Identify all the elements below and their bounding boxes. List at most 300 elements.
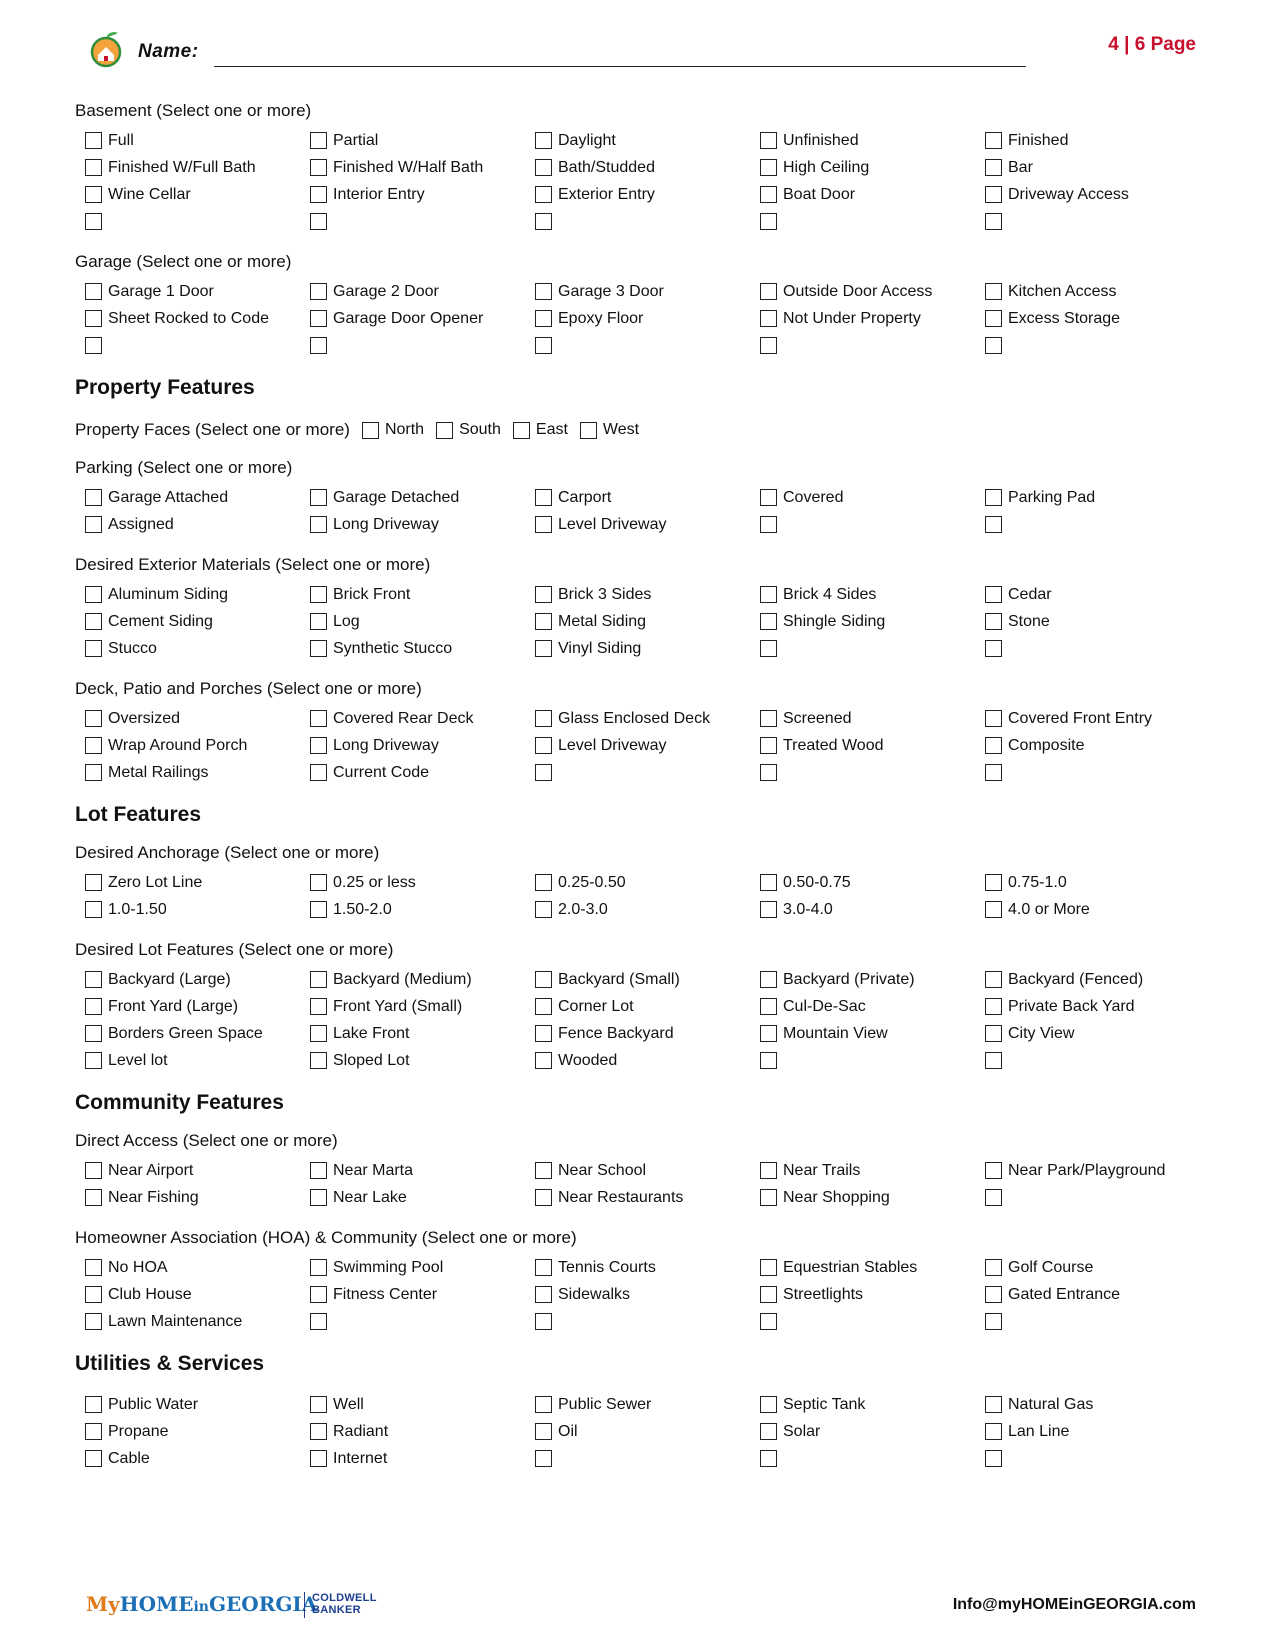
checkbox[interactable] xyxy=(535,1259,552,1276)
checkbox[interactable] xyxy=(85,132,102,149)
checkbox[interactable] xyxy=(760,1052,777,1069)
checkbox[interactable] xyxy=(85,874,102,891)
checkbox-item[interactable] xyxy=(85,1157,310,1184)
checkbox[interactable] xyxy=(985,998,1002,1015)
checkbox[interactable] xyxy=(535,1313,552,1330)
checkbox[interactable] xyxy=(85,998,102,1015)
checkbox-item[interactable] xyxy=(760,869,985,896)
checkbox-item[interactable] xyxy=(85,1308,310,1335)
checkbox-item[interactable] xyxy=(310,332,535,359)
checkbox-item[interactable] xyxy=(760,635,985,662)
checkbox[interactable] xyxy=(760,764,777,781)
checkbox-item[interactable] xyxy=(760,581,985,608)
checkbox[interactable] xyxy=(760,1423,777,1440)
checkbox-item[interactable] xyxy=(535,608,760,635)
checkbox[interactable] xyxy=(535,1025,552,1042)
checkbox[interactable] xyxy=(310,1286,327,1303)
checkbox[interactable] xyxy=(85,1423,102,1440)
checkbox-item[interactable] xyxy=(985,1391,1215,1418)
checkbox-item[interactable] xyxy=(760,208,985,235)
checkbox[interactable] xyxy=(985,1162,1002,1179)
checkbox-item[interactable] xyxy=(85,608,310,635)
checkbox-item[interactable] xyxy=(535,1445,760,1472)
checkbox-item[interactable] xyxy=(310,1254,535,1281)
checkbox-item[interactable] xyxy=(985,635,1215,662)
checkbox[interactable] xyxy=(760,613,777,630)
checkbox-item[interactable] xyxy=(85,1281,310,1308)
checkbox-item[interactable] xyxy=(760,154,985,181)
checkbox[interactable] xyxy=(85,737,102,754)
checkbox-item[interactable] xyxy=(535,305,760,332)
checkbox-item[interactable] xyxy=(535,181,760,208)
checkbox-item[interactable] xyxy=(85,181,310,208)
checkbox[interactable] xyxy=(985,971,1002,988)
checkbox[interactable] xyxy=(535,1189,552,1206)
checkbox-item[interactable] xyxy=(310,1308,535,1335)
checkbox-item[interactable] xyxy=(985,484,1215,511)
checkbox[interactable] xyxy=(85,516,102,533)
checkbox-item[interactable] xyxy=(535,278,760,305)
checkbox[interactable] xyxy=(310,516,327,533)
checkbox[interactable] xyxy=(85,186,102,203)
checkbox-item[interactable] xyxy=(310,127,535,154)
checkbox-item[interactable] xyxy=(85,305,310,332)
checkbox[interactable] xyxy=(310,737,327,754)
checkbox-item[interactable] xyxy=(760,1308,985,1335)
checkbox[interactable] xyxy=(985,1313,1002,1330)
checkbox[interactable] xyxy=(760,337,777,354)
checkbox-item[interactable] xyxy=(985,332,1215,359)
checkbox[interactable] xyxy=(310,613,327,630)
checkbox-item[interactable] xyxy=(310,1445,535,1472)
checkbox[interactable] xyxy=(310,874,327,891)
checkbox-item[interactable] xyxy=(535,705,760,732)
direction-option[interactable] xyxy=(580,421,639,439)
checkbox-item[interactable] xyxy=(535,1308,760,1335)
checkbox-item[interactable] xyxy=(310,278,535,305)
checkbox-item[interactable] xyxy=(85,484,310,511)
checkbox-item[interactable] xyxy=(535,1254,760,1281)
checkbox-item[interactable] xyxy=(985,705,1215,732)
checkbox-item[interactable] xyxy=(985,869,1215,896)
checkbox[interactable] xyxy=(310,1423,327,1440)
checkbox[interactable] xyxy=(535,586,552,603)
checkbox[interactable] xyxy=(310,132,327,149)
checkbox-item[interactable] xyxy=(310,993,535,1020)
checkbox-item[interactable] xyxy=(985,1445,1215,1472)
checkbox-item[interactable] xyxy=(310,154,535,181)
checkbox[interactable] xyxy=(85,1450,102,1467)
checkbox-item[interactable] xyxy=(310,705,535,732)
checkbox[interactable] xyxy=(535,337,552,354)
checkbox-item[interactable] xyxy=(310,1391,535,1418)
checkbox-item[interactable] xyxy=(760,1020,985,1047)
checkbox[interactable] xyxy=(310,1450,327,1467)
checkbox-item[interactable] xyxy=(985,1308,1215,1335)
checkbox[interactable] xyxy=(85,213,102,230)
checkbox[interactable] xyxy=(760,640,777,657)
checkbox[interactable] xyxy=(85,586,102,603)
checkbox-item[interactable] xyxy=(535,484,760,511)
checkbox-item[interactable] xyxy=(310,1418,535,1445)
checkbox[interactable] xyxy=(760,874,777,891)
checkbox[interactable] xyxy=(85,310,102,327)
checkbox[interactable] xyxy=(85,764,102,781)
checkbox[interactable] xyxy=(535,213,552,230)
direction-option[interactable] xyxy=(436,421,501,439)
checkbox[interactable] xyxy=(985,489,1002,506)
checkbox-item[interactable] xyxy=(985,181,1215,208)
checkbox-item[interactable] xyxy=(985,278,1215,305)
checkbox[interactable] xyxy=(760,1450,777,1467)
checkbox[interactable] xyxy=(760,159,777,176)
checkbox[interactable] xyxy=(513,422,530,439)
checkbox[interactable] xyxy=(985,1259,1002,1276)
checkbox-item[interactable] xyxy=(85,896,310,923)
checkbox[interactable] xyxy=(310,1189,327,1206)
checkbox[interactable] xyxy=(310,213,327,230)
checkbox[interactable] xyxy=(85,1286,102,1303)
checkbox-item[interactable] xyxy=(535,154,760,181)
checkbox-item[interactable] xyxy=(85,581,310,608)
checkbox-item[interactable] xyxy=(985,154,1215,181)
checkbox-item[interactable] xyxy=(535,1184,760,1211)
checkbox[interactable] xyxy=(580,422,597,439)
checkbox-item[interactable] xyxy=(310,305,535,332)
checkbox-item[interactable] xyxy=(760,278,985,305)
checkbox-item[interactable] xyxy=(85,1020,310,1047)
checkbox[interactable] xyxy=(310,283,327,300)
checkbox[interactable] xyxy=(535,159,552,176)
checkbox[interactable] xyxy=(985,901,1002,918)
checkbox[interactable] xyxy=(985,1189,1002,1206)
checkbox[interactable] xyxy=(535,186,552,203)
checkbox[interactable] xyxy=(760,213,777,230)
checkbox-item[interactable] xyxy=(985,1254,1215,1281)
checkbox[interactable] xyxy=(760,186,777,203)
checkbox-item[interactable] xyxy=(85,993,310,1020)
checkbox-item[interactable] xyxy=(535,511,760,538)
checkbox-item[interactable] xyxy=(760,993,985,1020)
checkbox[interactable] xyxy=(985,1286,1002,1303)
checkbox-item[interactable] xyxy=(760,1047,985,1074)
checkbox-item[interactable] xyxy=(760,1157,985,1184)
checkbox-item[interactable] xyxy=(310,181,535,208)
checkbox-item[interactable] xyxy=(760,759,985,786)
checkbox[interactable] xyxy=(535,489,552,506)
checkbox-item[interactable] xyxy=(535,993,760,1020)
checkbox[interactable] xyxy=(985,159,1002,176)
checkbox[interactable] xyxy=(760,710,777,727)
checkbox-item[interactable] xyxy=(535,1047,760,1074)
checkbox[interactable] xyxy=(985,874,1002,891)
group-title: Desired Exterior Materials (Select one or more) xyxy=(75,555,431,574)
checkbox[interactable] xyxy=(310,1025,327,1042)
checkbox[interactable] xyxy=(760,132,777,149)
checkbox-item[interactable] xyxy=(985,581,1215,608)
checkbox[interactable] xyxy=(535,710,552,727)
checkbox-item[interactable] xyxy=(985,1047,1215,1074)
checkbox-item[interactable] xyxy=(535,635,760,662)
checkbox[interactable] xyxy=(985,1450,1002,1467)
checkbox[interactable] xyxy=(85,901,102,918)
checkbox-item[interactable] xyxy=(985,993,1215,1020)
checkbox-item[interactable] xyxy=(85,332,310,359)
checkbox[interactable] xyxy=(985,283,1002,300)
checkbox[interactable] xyxy=(760,971,777,988)
checkbox-item[interactable] xyxy=(985,208,1215,235)
checkbox[interactable] xyxy=(535,1396,552,1413)
checkbox[interactable] xyxy=(535,516,552,533)
checkbox[interactable] xyxy=(985,764,1002,781)
checkbox-item[interactable] xyxy=(985,759,1215,786)
checkbox[interactable] xyxy=(535,764,552,781)
checkbox-item[interactable] xyxy=(760,484,985,511)
checkbox[interactable] xyxy=(985,516,1002,533)
checkbox[interactable] xyxy=(985,613,1002,630)
checkbox-item[interactable] xyxy=(760,896,985,923)
checkbox-item[interactable] xyxy=(85,705,310,732)
checkbox[interactable] xyxy=(85,1052,102,1069)
checkbox-item[interactable] xyxy=(760,1391,985,1418)
checkbox-item[interactable] xyxy=(85,1047,310,1074)
checkbox-item[interactable] xyxy=(760,1281,985,1308)
checkbox-item[interactable] xyxy=(760,608,985,635)
checkbox-item[interactable] xyxy=(985,608,1215,635)
checkbox[interactable] xyxy=(85,1396,102,1413)
checkbox-item[interactable] xyxy=(985,966,1215,993)
checkbox-item[interactable] xyxy=(985,1281,1215,1308)
checkbox[interactable] xyxy=(310,1396,327,1413)
checkbox[interactable] xyxy=(85,971,102,988)
checkbox-item[interactable] xyxy=(760,705,985,732)
checkbox-item[interactable] xyxy=(535,332,760,359)
checkbox[interactable] xyxy=(535,998,552,1015)
checkbox-item[interactable] xyxy=(535,1020,760,1047)
checkbox[interactable] xyxy=(436,422,453,439)
checkbox[interactable] xyxy=(310,640,327,657)
checkbox[interactable] xyxy=(535,971,552,988)
checkbox-item[interactable] xyxy=(310,1184,535,1211)
checkbox-item[interactable] xyxy=(310,966,535,993)
checkbox-item[interactable] xyxy=(760,966,985,993)
checkbox-item[interactable] xyxy=(310,896,535,923)
checkbox-item[interactable] xyxy=(535,581,760,608)
checkbox-item[interactable] xyxy=(310,1020,535,1047)
checkbox[interactable] xyxy=(310,764,327,781)
checkbox-item[interactable] xyxy=(310,732,535,759)
checkbox[interactable] xyxy=(310,1259,327,1276)
checkbox-item[interactable] xyxy=(85,278,310,305)
checkbox[interactable] xyxy=(535,283,552,300)
checkbox-item[interactable] xyxy=(310,511,535,538)
checkbox[interactable] xyxy=(310,186,327,203)
checkbox[interactable] xyxy=(760,1025,777,1042)
checkbox[interactable] xyxy=(535,1423,552,1440)
direction-option[interactable] xyxy=(513,421,568,439)
checkbox-item[interactable] xyxy=(85,1391,310,1418)
checkbox-item[interactable] xyxy=(85,869,310,896)
checkbox-item[interactable] xyxy=(985,127,1215,154)
checkbox[interactable] xyxy=(535,1286,552,1303)
checkbox[interactable] xyxy=(310,337,327,354)
checkbox[interactable] xyxy=(310,1052,327,1069)
checkbox-item[interactable] xyxy=(535,732,760,759)
checkbox-item[interactable] xyxy=(310,635,535,662)
checkbox-item[interactable] xyxy=(760,305,985,332)
checkbox-item[interactable] xyxy=(310,869,535,896)
checkbox[interactable] xyxy=(760,901,777,918)
checkbox[interactable] xyxy=(85,489,102,506)
checkbox[interactable] xyxy=(310,159,327,176)
checkbox[interactable] xyxy=(85,1189,102,1206)
checkbox[interactable] xyxy=(310,971,327,988)
checkbox-item[interactable] xyxy=(535,1418,760,1445)
checkbox-item[interactable] xyxy=(760,127,985,154)
checkbox[interactable] xyxy=(310,310,327,327)
checkbox[interactable] xyxy=(85,1025,102,1042)
checkbox-item[interactable] xyxy=(985,1157,1215,1184)
checkbox[interactable] xyxy=(760,310,777,327)
checkbox[interactable] xyxy=(362,422,379,439)
checkbox[interactable] xyxy=(535,310,552,327)
checkbox-item[interactable] xyxy=(85,1184,310,1211)
checkbox[interactable] xyxy=(985,310,1002,327)
checkbox[interactable] xyxy=(985,586,1002,603)
checkbox[interactable] xyxy=(310,586,327,603)
checkbox[interactable] xyxy=(760,489,777,506)
checkbox[interactable] xyxy=(535,132,552,149)
checkbox-item[interactable] xyxy=(760,1445,985,1472)
checkbox-item[interactable] xyxy=(85,127,310,154)
checkbox-item[interactable] xyxy=(985,1184,1215,1211)
checkbox-item[interactable] xyxy=(310,608,535,635)
checkbox[interactable] xyxy=(310,710,327,727)
checkbox[interactable] xyxy=(760,1259,777,1276)
checkbox[interactable] xyxy=(535,613,552,630)
checkbox-item[interactable] xyxy=(535,896,760,923)
checkbox-item[interactable] xyxy=(310,581,535,608)
checkbox-item[interactable] xyxy=(535,966,760,993)
checkbox[interactable] xyxy=(535,640,552,657)
checkbox-item[interactable] xyxy=(760,1418,985,1445)
checkbox-item[interactable] xyxy=(985,305,1215,332)
checkbox[interactable] xyxy=(535,874,552,891)
checkbox[interactable] xyxy=(760,737,777,754)
checkbox-item[interactable] xyxy=(85,635,310,662)
checkbox[interactable] xyxy=(760,586,777,603)
checkbox-item[interactable] xyxy=(310,759,535,786)
checkbox-item[interactable] xyxy=(85,759,310,786)
checkbox-item[interactable] xyxy=(310,1157,535,1184)
checkbox-item[interactable] xyxy=(985,732,1215,759)
checkbox[interactable] xyxy=(760,1396,777,1413)
direction-option[interactable] xyxy=(362,421,424,439)
checkbox-item[interactable] xyxy=(85,154,310,181)
checkbox[interactable] xyxy=(985,710,1002,727)
checkbox[interactable] xyxy=(310,998,327,1015)
checkbox[interactable] xyxy=(760,1313,777,1330)
checkbox-item[interactable] xyxy=(535,208,760,235)
checkbox[interactable] xyxy=(985,1052,1002,1069)
checkbox[interactable] xyxy=(535,1162,552,1179)
checkbox-item[interactable] xyxy=(85,511,310,538)
checkbox[interactable] xyxy=(985,186,1002,203)
checkbox[interactable] xyxy=(85,1162,102,1179)
checkbox[interactable] xyxy=(535,1052,552,1069)
checkbox-item[interactable] xyxy=(535,759,760,786)
checkbox[interactable] xyxy=(985,1423,1002,1440)
checkbox-item[interactable] xyxy=(85,966,310,993)
checkbox-item[interactable] xyxy=(760,1254,985,1281)
checkbox-item[interactable] xyxy=(535,1281,760,1308)
checkbox[interactable] xyxy=(985,1396,1002,1413)
checkbox-item[interactable] xyxy=(985,1418,1215,1445)
checkbox-item[interactable] xyxy=(535,1391,760,1418)
checkbox-item[interactable] xyxy=(310,208,535,235)
checkbox-item[interactable] xyxy=(985,896,1215,923)
checkbox-item[interactable] xyxy=(760,181,985,208)
checkbox-item[interactable] xyxy=(85,208,310,235)
checkbox[interactable] xyxy=(535,1450,552,1467)
checkbox[interactable] xyxy=(535,737,552,754)
checkbox[interactable] xyxy=(85,337,102,354)
checkbox-item[interactable] xyxy=(85,1445,310,1472)
checkbox[interactable] xyxy=(310,1313,327,1330)
checkbox-item[interactable] xyxy=(310,484,535,511)
checkbox-item[interactable] xyxy=(310,1047,535,1074)
checkbox[interactable] xyxy=(85,159,102,176)
checkbox[interactable] xyxy=(985,640,1002,657)
checkbox[interactable] xyxy=(535,901,552,918)
checkbox[interactable] xyxy=(985,337,1002,354)
checkbox-item[interactable] xyxy=(760,1184,985,1211)
checkbox[interactable] xyxy=(760,998,777,1015)
checkbox[interactable] xyxy=(985,132,1002,149)
checkbox-item[interactable] xyxy=(310,1281,535,1308)
checkbox[interactable] xyxy=(85,613,102,630)
checkbox-item[interactable] xyxy=(85,1418,310,1445)
checkbox[interactable] xyxy=(310,489,327,506)
checkbox[interactable] xyxy=(985,1025,1002,1042)
checkbox-item[interactable] xyxy=(760,511,985,538)
checkbox-item[interactable] xyxy=(760,732,985,759)
checkbox[interactable] xyxy=(760,1162,777,1179)
checkbox-item[interactable] xyxy=(85,1254,310,1281)
checkbox-item[interactable] xyxy=(760,332,985,359)
checkbox[interactable] xyxy=(310,901,327,918)
checkbox[interactable] xyxy=(985,213,1002,230)
checkbox[interactable] xyxy=(85,283,102,300)
checkbox[interactable] xyxy=(85,640,102,657)
checkbox-item[interactable] xyxy=(85,732,310,759)
checkbox[interactable] xyxy=(985,737,1002,754)
checkbox-item[interactable] xyxy=(985,511,1215,538)
checkbox[interactable] xyxy=(85,710,102,727)
checkbox[interactable] xyxy=(85,1313,102,1330)
checkbox[interactable] xyxy=(85,1259,102,1276)
checkbox-item[interactable] xyxy=(535,869,760,896)
checkbox-item[interactable] xyxy=(535,1157,760,1184)
checkbox-item[interactable] xyxy=(985,1020,1215,1047)
name-input-line[interactable] xyxy=(214,66,1026,67)
checkbox[interactable] xyxy=(760,516,777,533)
checkbox[interactable] xyxy=(760,1189,777,1206)
checkbox[interactable] xyxy=(760,283,777,300)
checkbox[interactable] xyxy=(760,1286,777,1303)
checkbox[interactable] xyxy=(310,1162,327,1179)
checkbox-item[interactable] xyxy=(535,127,760,154)
